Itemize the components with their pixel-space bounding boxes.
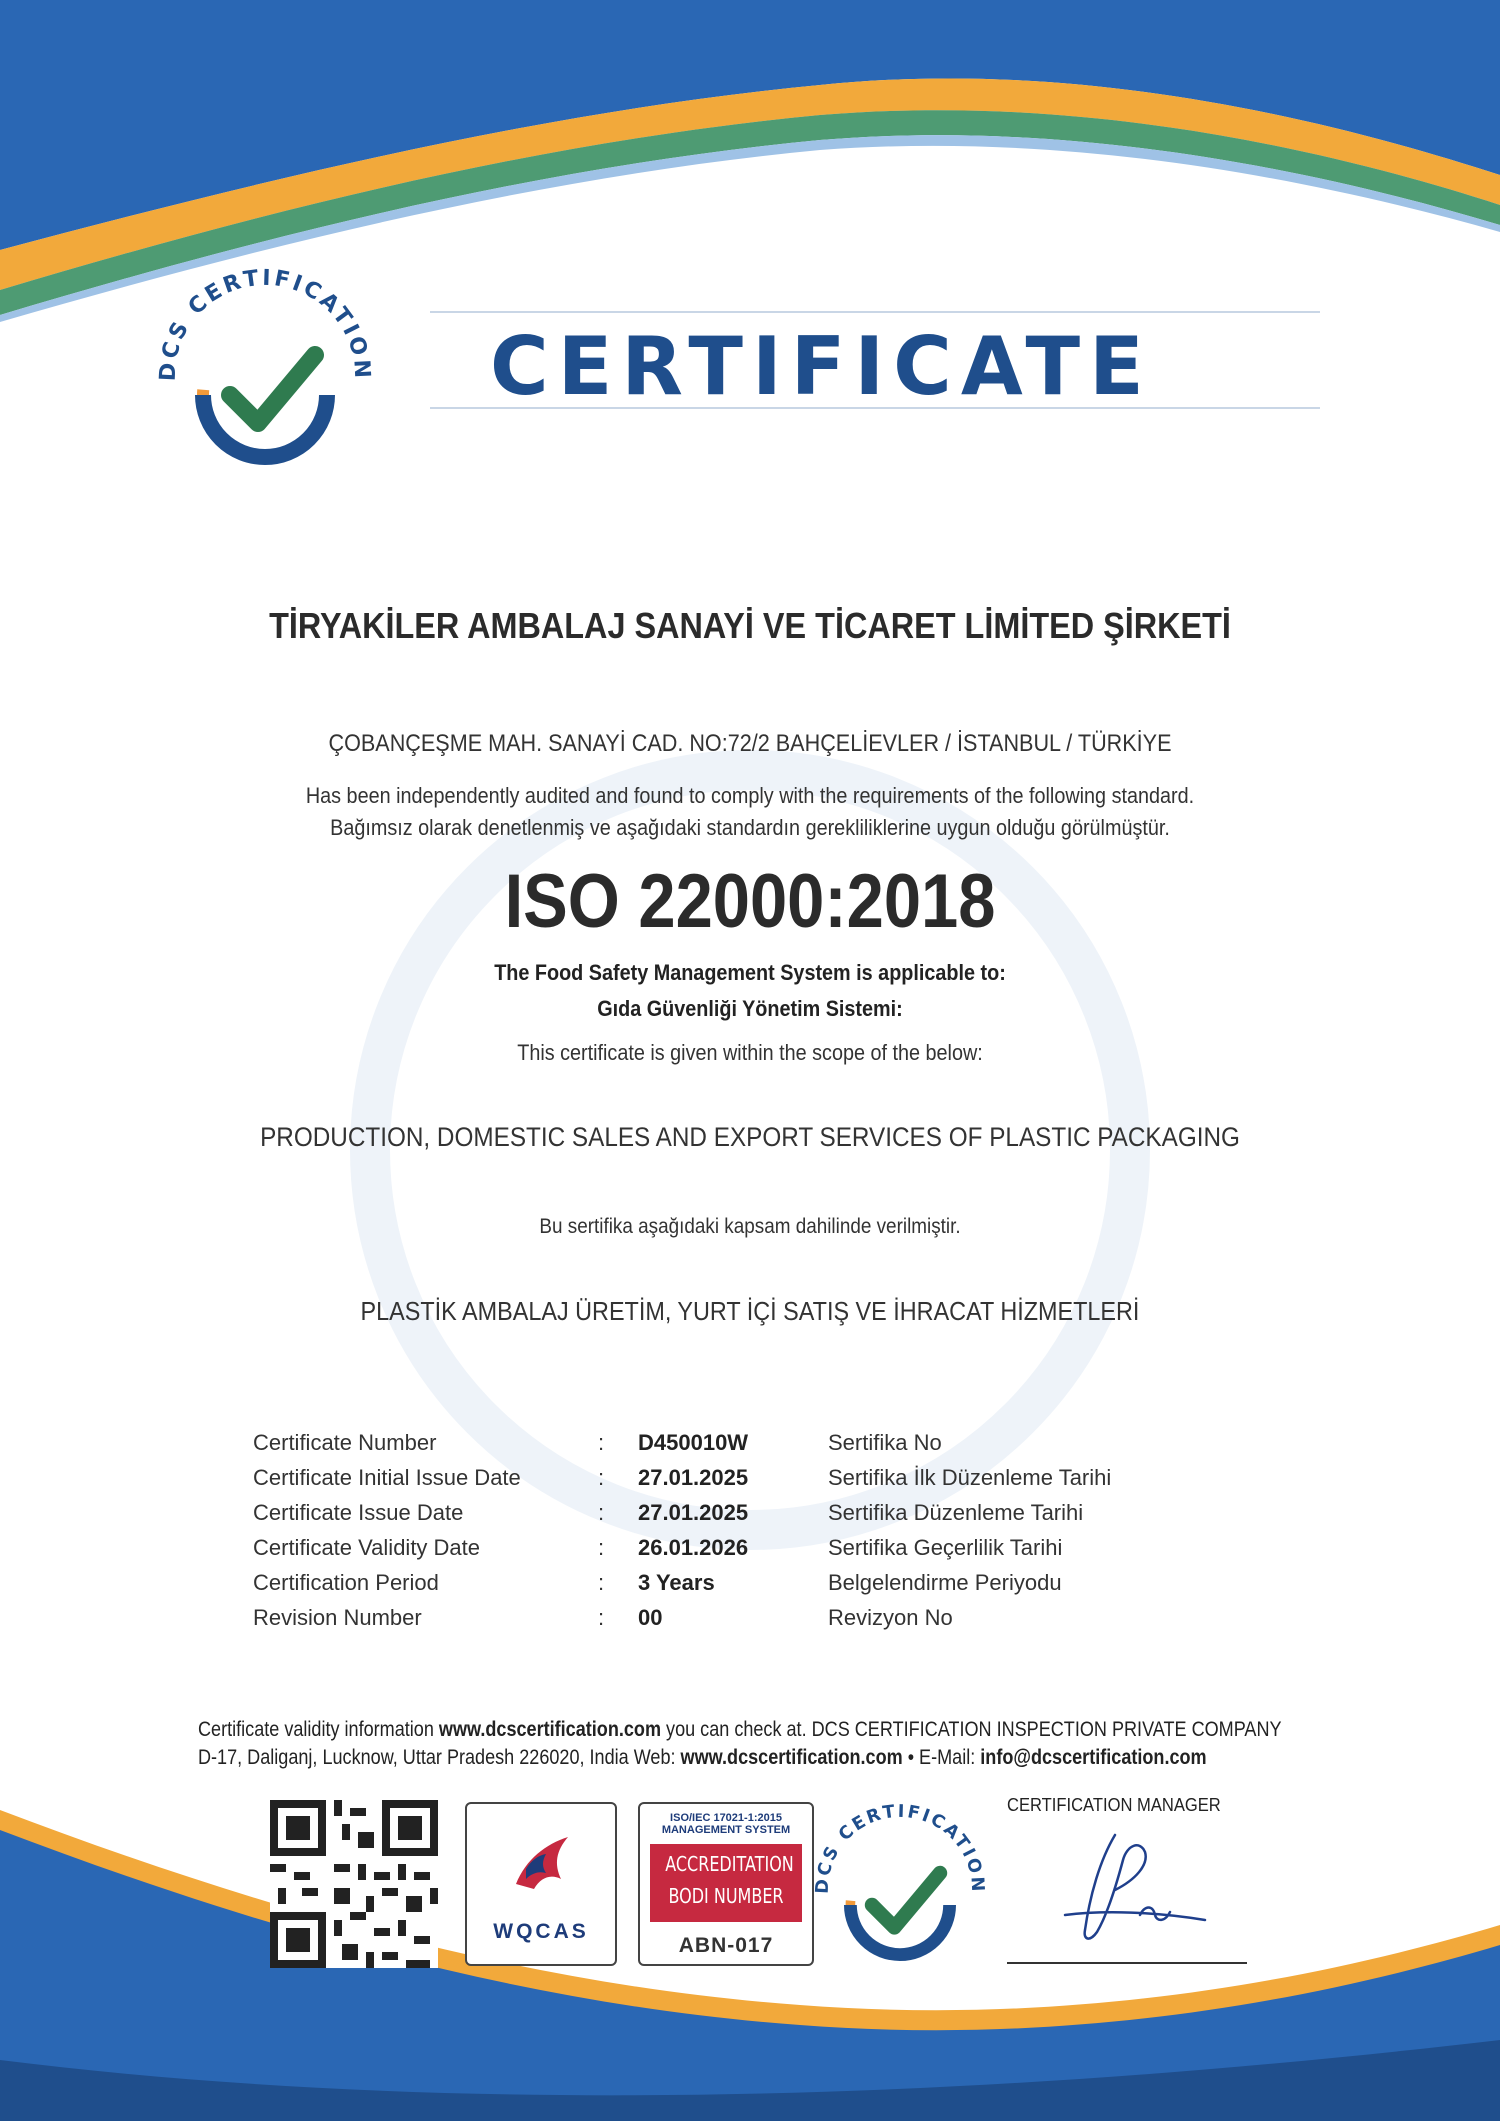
detail-value: 27.01.2025 [638, 1499, 749, 1525]
email-link[interactable]: info@dcscertification.com [980, 1746, 1207, 1769]
accreditation-line2: BODI NUMBER [668, 1884, 784, 1908]
footer-text: D-17, Daliganj, Lucknow, Uttar Pradesh 226020, India Web: [198, 1746, 681, 1769]
wqcas-badge [465, 1802, 617, 1966]
detail-label-tr: Revizyon No [828, 1604, 953, 1630]
detail-value: 26.01.2026 [638, 1534, 749, 1560]
accreditation-number: ABN-017 [678, 1934, 774, 1957]
certificate-title: CERTIFICATE [490, 320, 1153, 413]
detail-row [253, 1565, 1153, 1600]
company-name: TİRYAKİLER AMBALAJ SANAYİ VE TİCARET LİMİTED ŞİRKETİ [269, 605, 1231, 646]
manager-signature [1045, 1820, 1215, 1960]
detail-separator: : [598, 1499, 605, 1525]
accreditation-panel [650, 1844, 802, 1922]
scope-intro-tr: Bu sertifika aşağıdaki kapsam dahilinde verilmiştir. [539, 1215, 961, 1238]
detail-row [253, 1530, 1153, 1565]
detail-label-en: Certificate Initial Issue Date [253, 1464, 521, 1490]
detail-row [253, 1425, 1153, 1460]
audit-statement-tr: Bağımsız olarak denetlenmiş ve aşağıdaki standardın gerekliliklerine uygun olduğu görülmüştür. [330, 815, 1170, 840]
detail-separator: : [598, 1464, 605, 1490]
detail-label-tr: Belgelendirme Periyodu [828, 1569, 1062, 1595]
detail-separator: : [598, 1604, 605, 1630]
website-link[interactable]: www.dcscertification.com [438, 1718, 662, 1741]
qr-code [270, 1800, 438, 1968]
scope-en: PRODUCTION, DOMESTIC SALES AND EXPORT SERVICES OF PLASTIC PACKAGING [260, 1122, 1240, 1152]
accreditation-standard: ISO/IEC 17021-1:2015 MANAGEMENT SYSTEM [661, 1812, 791, 1836]
detail-label-en: Certificate Issue Date [253, 1499, 464, 1525]
footer-text: • E-Mail: [902, 1746, 981, 1769]
signature-line [1007, 1962, 1247, 1964]
detail-value: 27.01.2025 [638, 1464, 749, 1490]
footer-validity-line [198, 1718, 1282, 1742]
detail-separator: : [598, 1534, 605, 1560]
applicable-en: The Food Safety Management System is applicable to: [494, 960, 1006, 985]
applicable-tr: Gıda Güvenliği Yönetim Sistemi: [597, 996, 903, 1021]
certification-manager-label: CERTIFICATION MANAGER [1007, 1795, 1221, 1815]
footer-address-line [198, 1746, 1207, 1770]
svg-text:DCS CERTIFICATION: DCS CERTIFICATION [812, 1801, 988, 1895]
detail-separator: : [598, 1569, 605, 1595]
dcs-seal-logo [800, 1790, 1000, 1980]
svg-text:DCS CERTIFICATION: DCS CERTIFICATION [155, 265, 375, 382]
detail-label-en: Certificate Validity Date [253, 1534, 481, 1560]
scope-intro-en: This certificate is given within the scope of the below: [517, 1040, 983, 1065]
audit-statement-en: Has been independently audited and found to comply with the requirements of the following standard. [305, 783, 1195, 808]
detail-label-tr: Sertifika No [828, 1429, 942, 1455]
detail-label-tr: Sertifika Geçerlilik Tarihi [828, 1534, 1063, 1560]
standard-name: ISO 22000:2018 [504, 859, 996, 944]
detail-row [253, 1495, 1153, 1530]
detail-value: D450010W [638, 1429, 749, 1455]
detail-label-tr: Sertifika İlk Düzenleme Tarihi [828, 1464, 1112, 1490]
detail-label-en: Certification Period [253, 1569, 439, 1595]
detail-separator: : [598, 1429, 605, 1455]
certificate-details-table [253, 1425, 1153, 1635]
footer-text: you can check at. DCS CERTIFICATION INSPECTION PRIVATE COMPANY [661, 1718, 1282, 1741]
scope-tr: PLASTİK AMBALAJ ÜRETİM, YURT İÇİ SATIŞ VE İHRACAT HİZMETLERİ [360, 1296, 1140, 1326]
footer-text: Certificate validity information [198, 1718, 439, 1741]
detail-label-tr: Sertifika Düzenleme Tarihi [828, 1499, 1084, 1525]
website-link[interactable]: www.dcscertification.com [680, 1746, 903, 1769]
accreditation-badge [638, 1802, 814, 1966]
company-address: ÇOBANÇEŞME MAH. SANAYİ CAD. NO:72/2 BAHÇELİEVLER / İSTANBUL / TÜRKİYE [328, 730, 1172, 757]
detail-row [253, 1460, 1153, 1495]
detail-row [253, 1600, 1153, 1635]
dcs-logo [140, 255, 390, 485]
detail-label-en: Certificate Number [253, 1429, 437, 1455]
detail-label-en: Revision Number [253, 1604, 422, 1630]
wqcas-label: WQCAS [493, 1920, 589, 1943]
accreditation-line1: ACCREDITATION [665, 1852, 794, 1876]
eagle-icon [506, 1829, 576, 1899]
detail-value: 00 [638, 1604, 663, 1630]
detail-value: 3 Years [638, 1569, 715, 1595]
